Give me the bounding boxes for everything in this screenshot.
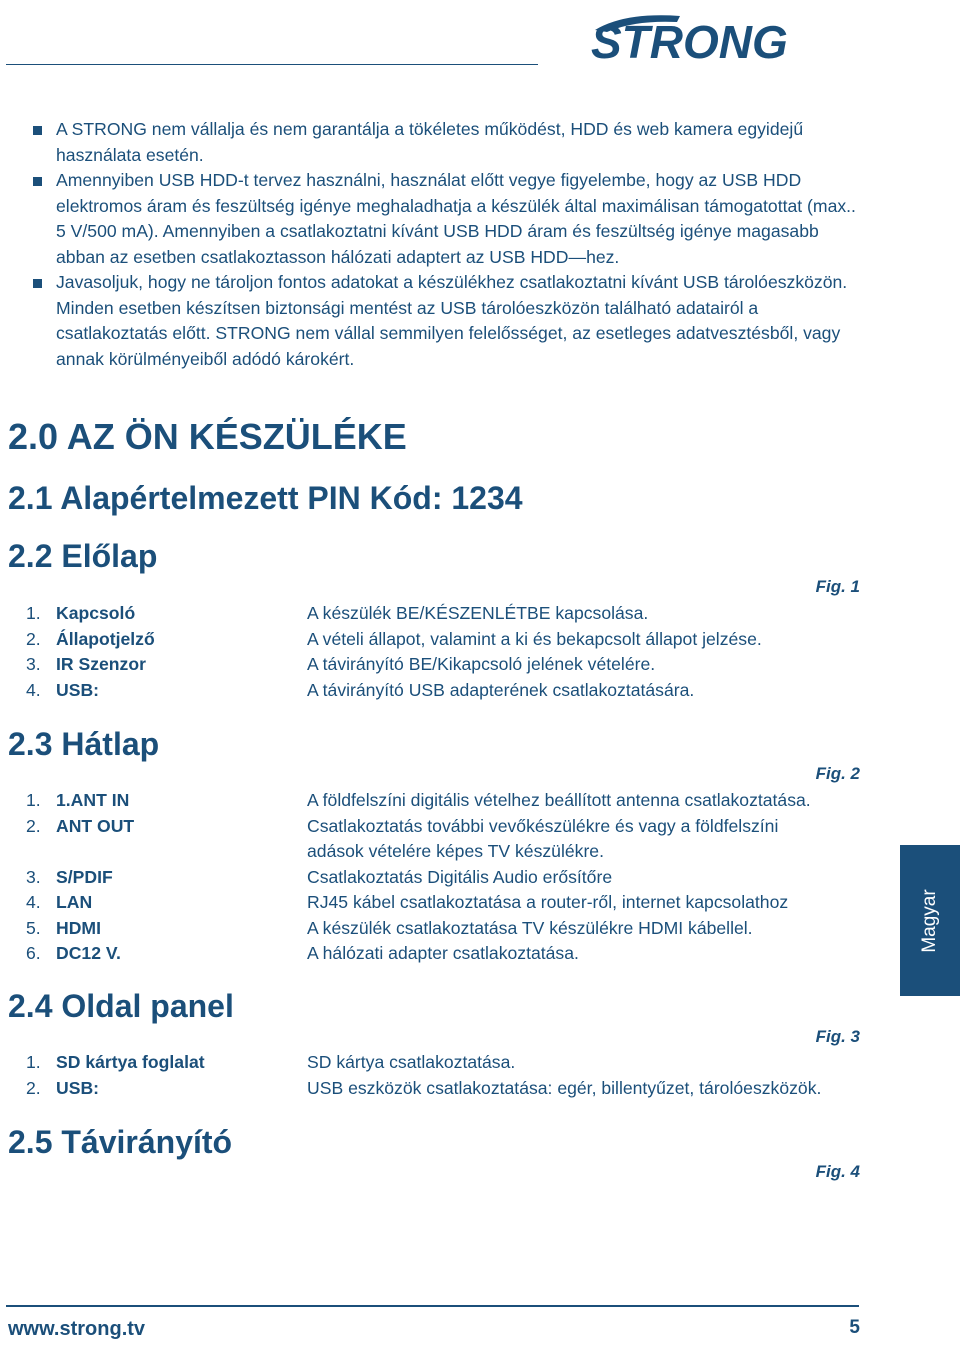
list-item — [30, 117, 870, 168]
bullet-square-icon — [33, 126, 42, 135]
table-row — [26, 601, 886, 627]
table-row — [26, 678, 886, 704]
list-item — [30, 168, 870, 270]
footer-rule — [6, 1305, 859, 1307]
item-number: 4. — [26, 679, 41, 700]
item-description: A távirányító USB adapterének csatlakoztatására. — [307, 679, 695, 700]
section-heading-front: 2.2 Előlap — [8, 538, 158, 574]
section-heading-main: 2.0 AZ ÖN KÉSZÜLÉKE — [8, 416, 407, 457]
table-row — [26, 652, 886, 678]
item-number: 3. — [26, 866, 41, 887]
item-label: IR Szenzor — [56, 654, 146, 674]
item-label: LAN — [56, 892, 93, 912]
notes-list — [30, 117, 870, 372]
item-label: 1.ANT IN — [56, 790, 130, 810]
table-row — [26, 1050, 886, 1076]
bullet-text: A STRONG nem vállalja és nem garantálja a tökéletes működést, HDD és web kamera egyidejű használata esetén. — [56, 119, 804, 165]
item-label: USB: — [56, 1077, 100, 1098]
item-label: HDMI — [56, 917, 101, 938]
item-description: Csatlakoztatás további vevőkészülékre és vagy a földfelszíni adások vételére képes TV készülékre. — [307, 815, 779, 861]
table-row — [26, 1076, 886, 1102]
bullet-square-icon — [33, 279, 42, 288]
bullet-text: Javasoljuk, hogy ne tároljon fontos adatokat a készülékhez csatlakoztatni kívánt USB tárolóeszközön. Minden esetben készítsen biztonsági mentést az USB tárolóeszközön található adatairól a csatlakoztatás előtt. STRONG nem vállal semmilyen felelősséget, az esetleges adatvesztésből, vagy annak körülményeiből adódó károkért. — [56, 272, 848, 369]
table-row — [26, 814, 886, 865]
figure-label: Fig. 3 — [815, 1027, 860, 1046]
section-heading-back: 2.3 Hátlap — [8, 726, 160, 762]
page-number: 5 — [849, 1317, 860, 1338]
item-number: 5. — [26, 917, 41, 938]
item-number: 4. — [26, 892, 41, 912]
table-row — [26, 916, 886, 942]
item-description: A hálózati adapter csatlakoztatása. — [307, 943, 579, 963]
item-label: Kapcsoló — [56, 603, 136, 623]
list-item — [30, 270, 870, 372]
item-label: SD kártya foglalat — [56, 1052, 205, 1072]
item-description: A készülék BE/KÉSZENLÉTBE kapcsolása. — [307, 603, 649, 623]
front-panel-list — [26, 601, 886, 703]
item-number: 2. — [26, 1077, 41, 1098]
header-rule — [6, 64, 538, 65]
back-panel-list — [26, 788, 886, 967]
item-description: Csatlakoztatás Digitális Audio erősítőre — [307, 866, 613, 887]
item-label: ANT OUT — [56, 815, 135, 836]
item-number: 3. — [26, 654, 41, 674]
table-row — [26, 941, 886, 967]
item-description: USB eszközök csatlakoztatása: egér, billentyűzet, tárolóeszközök. — [307, 1077, 822, 1098]
table-row — [26, 788, 886, 814]
table-row — [26, 890, 886, 916]
strong-logo — [585, 8, 863, 64]
item-label: S/PDIF — [56, 866, 113, 887]
item-label: DC12 V. — [56, 943, 121, 963]
side-panel-list — [26, 1050, 886, 1101]
bullet-square-icon — [33, 177, 42, 186]
item-description: A készülék csatlakoztatása TV készülékre HDMI kábellel. — [307, 917, 753, 938]
footer-url: www.strong.tv — [8, 1318, 146, 1340]
section-heading-pin: 2.1 Alapértelmezett PIN Kód: 1234 — [8, 480, 523, 516]
table-row — [26, 865, 886, 891]
item-description: RJ45 kábel csatlakoztatása a router-ről, internet kapcsolathoz — [307, 892, 789, 912]
item-label: Állapotjelző — [56, 628, 155, 649]
item-number: 2. — [26, 815, 41, 836]
language-tab-label: Magyar — [919, 888, 940, 953]
table-row — [26, 627, 886, 653]
item-description: A vételi állapot, valamint a ki és bekapcsolt állapot jelzése. — [307, 628, 762, 649]
item-label: USB: — [56, 679, 100, 700]
item-number: 1. — [26, 603, 41, 623]
item-description: A távirányító BE/Kikapcsoló jelének vételére. — [307, 654, 656, 674]
item-number: 1. — [26, 790, 41, 810]
item-description: A földfelszíni digitális vételhez beállított antenna csatlakoztatása. — [307, 790, 811, 810]
item-description: SD kártya csatlakoztatása. — [307, 1052, 516, 1072]
item-number: 6. — [26, 943, 41, 963]
bullet-text: Amennyiben USB HDD-t tervez használni, használat előtt vegye figyelembe, hogy az USB HDD elektromos áram és feszültség igénye meghaladhatja a készülék által maximálisan támogatottat (max.. 5 V/500 mA). Amennyiben a csatlakoztatni kívánt USB HDD áram és feszültség igénye magasabb abban az esetben csatlakoztasson hálózati adaptert az USB HDD—hez. — [56, 170, 856, 267]
section-heading-remote: 2.5 Távirányító — [8, 1124, 233, 1160]
item-number: 2. — [26, 628, 41, 649]
logo-text: STRONG — [591, 16, 788, 64]
figure-label: Fig. 2 — [815, 764, 860, 783]
language-tab — [900, 845, 960, 996]
item-number: 1. — [26, 1052, 41, 1072]
figure-label: Fig. 1 — [815, 577, 860, 596]
figure-label: Fig. 4 — [815, 1162, 860, 1181]
section-heading-side: 2.4 Oldal panel — [8, 988, 234, 1024]
